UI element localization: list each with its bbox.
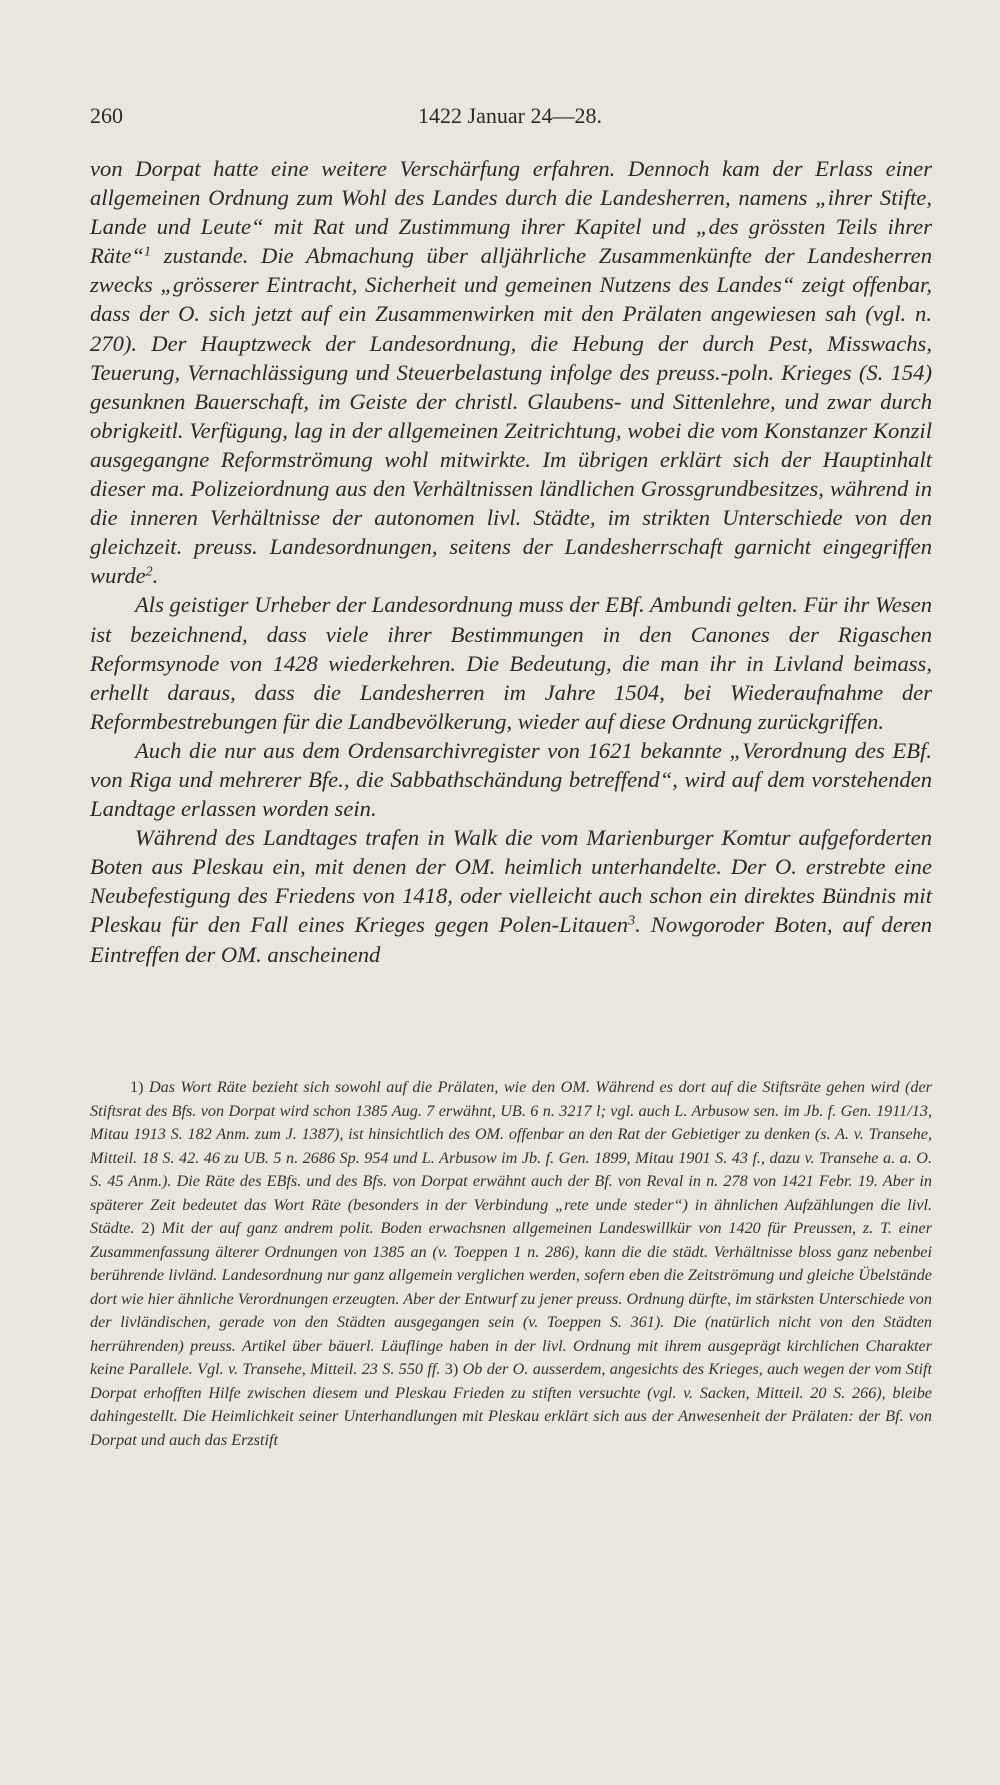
footnote-1-text: Das Wort Räte bezieht sich sowohl auf die Prälaten, wie den OM. Während es dort auf die Stiftsräte gehen wird (der Stiftsrat des Bfs. von Dorpat wird schon 1385 Aug. 7 erwähnt, UB. 6 n. 3217 l; vgl. auch L. Arbusow sen. im Jb. f. Gen. 1911/13, Mitau 1913 S. 182 Anm. zum J. 1387), ist hinsichtlich des OM. offenbar an den Rat der Gebietiger zu denken (s. A. v. Transehe, Mitteil. 18 S. 42. 46 zu UB. 5 n. 2686 Sp. 954 und L. Arbusow im Jb. f. Gen. 1899, Mitau 1901 S. 43 f., dazu v. Transehe a. a. O. S. 45 Anm.). Die Räte des EBfs. und des Bfs. von Dorpat erwähnt auch der Bf. von Reval in n. 278 von 1421 Febr. 19. Aber in späterer Zeit bedeutet das Wort Räte (besonders in der Verbindung „rete unde steder“) in ähnlichen Aufzählungen die livl. Städte.	[90, 1078, 932, 1237]
paragraph-4-text-a: Während des Landtages trafen in Walk die vom Marienburger Komtur aufgeforderten Boten aus Pleskau ein, mit denen der OM. heimlich unterhandelte. Der O. erstrebte eine Neubefestigung des Friedens von 1418, oder vielleicht auch schon ein direktes Bündnis mit Pleskau für den Fall eines Krieges gegen Polen-Litauen	[90, 825, 932, 938]
paragraph-1-text-b: zustande. Die Abmachung über alljährliche Zusammenkünfte der Landesherren zwecks „grösserer Eintracht, Sicherheit und gemeinen Nutzens des Landes“ zeigt offenbar, dass der O. sich jetzt auf ein Zusammenwirken mit den Prälaten angewiesen sah (vgl. n. 270). Der Hauptzweck der Landesordnung, die Hebung der durch Pest, Misswachs, Teuerung, Vernachlässigung und Steuerbelastung infolge des preuss.-poln. Krieges (S. 154) gesunknen Bauerschaft, im Geiste der christl. Glaubens- und Sittenlehre, und zwar durch obrigkeitl. Verfügung, lag in der allgemeinen Zeitrichtung, wobei die vom Konstanzer Konzil ausgegangne Reformströmung wohl mitwirkte. Im übrigen erklärt sich der Hauptinhalt dieser ma. Polizeiordnung aus den Verhältnissen ländlichen Grossgrundbesitzes, während in die inneren Verhältnisse der autonomen livl. Städte, im strikten Unterschiede von den gleichzeit. preuss. Landesordnungen, seitens der Landesherrschaft garnicht eingegriffen wurde	[90, 243, 932, 589]
paragraph-4-text-b: . Nowgoroder Boten, auf deren Eintreffen der OM. anscheinend	[90, 912, 932, 967]
main-text	[90, 154, 932, 969]
footnote-1-marker: 1)	[130, 1078, 144, 1096]
page-number: 260	[90, 103, 123, 128]
paragraph-1	[90, 154, 932, 590]
paragraph-3: Auch die nur aus dem Ordensarchivregister von 1621 bekannte „Verordnung des EBf. von Riga und mehrerer Bfe., die Sabbathschändung betreffend“, wird auf dem vorstehenden Landtage erlassen worden sein.	[90, 737, 932, 822]
paragraph-1-end: .	[152, 563, 159, 589]
footnote-2-marker: 2)	[141, 1219, 155, 1237]
paragraph-4	[90, 823, 932, 968]
footnote-ref-3: 3	[628, 913, 636, 929]
page-header	[90, 103, 930, 133]
footnote-3-marker: 3)	[444, 1360, 459, 1378]
footnote-ref-1: 1	[143, 244, 151, 260]
footnote-ref-2: 2	[145, 564, 153, 580]
footnote-2-text: Mit der auf ganz andrem polit. Boden erwachsnen allgemeinen Landeswillkür von 1420 für Preussen, z. T. einer Zusammenfassung älterer Ordnungen von 1385 an (v. Toeppen 1 n. 286), kann die die städt. Verhältnisse bloss ganz nebenbei berührende livländ. Landesordnung nur ganz allgemein verglichen werden, sofern eben die Zeitströmung und gleiche Übelstände dort wie hier ähnliche Verordnungen erzeugten. Aber der Entwurf zu jener preuss. Ordnung dürfte, im stärksten Unterschiede von der livländischen, gerade von den Städten ausgegangen sein (v. Toeppen S. 361). Die (natürlich nicht von den Städten herrührenden) preuss. Artikel über bäuerl. Läuflinge haben in der livl. Ordnung mit ihrem ausgeprägt kirchlichen Charakter keine Parallele. Vgl. v. Transehe, Mitteil. 23 S. 550 ff.	[90, 1219, 932, 1378]
footnote-1	[90, 1076, 932, 1452]
running-head: 1422 Januar 24—28.	[418, 103, 602, 128]
paragraph-2: Als geistiger Urheber der Landesordnung muss der EBf. Ambundi gelten. Für ihr Wesen ist bezeichnend, dass viele ihrer Bestimmungen in den Canones der Rigaschen Reformsynode von 1428 wiederkehren. Die Bedeutung, die man ihr in Livland beimass, erhellt daraus, dass die Landesherren im Jahre 1504, bei Wiederaufnahme der Reformbestrebungen für die Landbevölkerung, wieder auf diese Ordnung zurückgriffen.	[90, 592, 933, 734]
paragraph-1-text-a: von Dorpat hatte eine weitere Verschärfung erfahren. Dennoch kam der Erlass einer allgemeinen Ordnung zum Wohl des Landes durch die Landesherren, namens „ihrer Stifte, Lande und Leute“ mit Rat und Zustimmung ihrer Kapitel und „des grössten Teils ihrer Räte“	[90, 156, 932, 269]
footnotes	[90, 1076, 932, 1452]
footnote-3-text: Ob der O. ausserdem, angesichts des Krieges, auch wegen der vom Stift Dorpat erhofften Hilfe zwischen diesem und Pleskau Frieden zu stiften versuchte (vgl. v. Sacken, Mitteil. 20 S. 266), bleibe dahingestellt. Die Heimlichkeit seiner Unterhandlungen mit Pleskau erklärt sich aus der Anwesenheit der Prälaten: der Bf. von Dorpat und auch das Erzstift	[90, 1360, 933, 1449]
